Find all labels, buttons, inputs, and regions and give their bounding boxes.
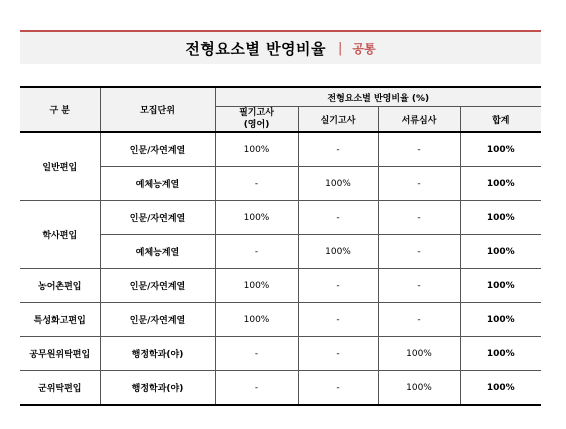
total-cell: 100% — [460, 269, 541, 303]
practical-cell: 100% — [298, 167, 378, 201]
table-row — [20, 132, 541, 167]
unit-cell: 인문/자연계열 — [100, 132, 215, 167]
written-cell: - — [215, 371, 298, 406]
document-cell: - — [378, 167, 460, 201]
category-cell: 군위탁편입 — [20, 371, 100, 406]
document-cell: - — [378, 303, 460, 337]
total-cell: 100% — [460, 201, 541, 235]
practical-cell: - — [298, 337, 378, 371]
ratio-table — [20, 86, 541, 406]
table-row — [20, 201, 541, 235]
document-cell: 100% — [378, 371, 460, 406]
unit-cell: 예체능계열 — [100, 235, 215, 269]
category-cell: 공무원위탁편입 — [20, 337, 100, 371]
document-cell: - — [378, 235, 460, 269]
document-cell: - — [378, 269, 460, 303]
practical-cell: - — [298, 132, 378, 167]
header-total: 합계 — [460, 107, 541, 133]
written-cell: - — [215, 167, 298, 201]
table-row — [20, 337, 541, 371]
title-separator: | — [338, 40, 343, 56]
category-cell: 농어촌편입 — [20, 269, 100, 303]
document-cell: - — [378, 201, 460, 235]
header-category: 구 분 — [20, 87, 100, 132]
unit-cell: 인문/자연계열 — [100, 269, 215, 303]
unit-cell: 예체능계열 — [100, 167, 215, 201]
written-cell: 100% — [215, 132, 298, 167]
practical-cell: - — [298, 303, 378, 337]
total-cell: 100% — [460, 337, 541, 371]
category-cell: 특성화고편입 — [20, 303, 100, 337]
section-header — [20, 30, 541, 64]
written-cell: 100% — [215, 201, 298, 235]
practical-cell: - — [298, 371, 378, 406]
document-cell: - — [378, 132, 460, 167]
total-cell: 100% — [460, 167, 541, 201]
header-unit: 모집단위 — [100, 87, 215, 132]
header-practical: 실기고사 — [298, 107, 378, 133]
document-cell: 100% — [378, 337, 460, 371]
practical-cell: 100% — [298, 235, 378, 269]
header-written: 필기고사 (영어) — [215, 107, 298, 133]
header-ratio-group: 전형요소별 반영비율 (%) — [215, 87, 541, 107]
practical-cell: - — [298, 201, 378, 235]
unit-cell: 인문/자연계열 — [100, 201, 215, 235]
table-row — [20, 371, 541, 406]
category-cell: 일반편입 — [20, 132, 100, 201]
unit-cell: 행정학과(야) — [100, 337, 215, 371]
practical-cell: - — [298, 269, 378, 303]
total-cell: 100% — [460, 235, 541, 269]
page-subtitle: 공통 — [352, 41, 376, 56]
table-row — [20, 269, 541, 303]
written-cell: - — [215, 235, 298, 269]
written-cell: 100% — [215, 269, 298, 303]
page-title: 전형요소별 반영비율 — [185, 39, 327, 58]
header-document: 서류심사 — [378, 107, 460, 133]
unit-cell: 행정학과(야) — [100, 371, 215, 406]
total-cell: 100% — [460, 371, 541, 406]
total-cell: 100% — [460, 303, 541, 337]
table-row — [20, 303, 541, 337]
category-cell: 학사편입 — [20, 201, 100, 269]
unit-cell: 인문/자연계열 — [100, 303, 215, 337]
total-cell: 100% — [460, 132, 541, 167]
written-cell: - — [215, 337, 298, 371]
written-cell: 100% — [215, 303, 298, 337]
